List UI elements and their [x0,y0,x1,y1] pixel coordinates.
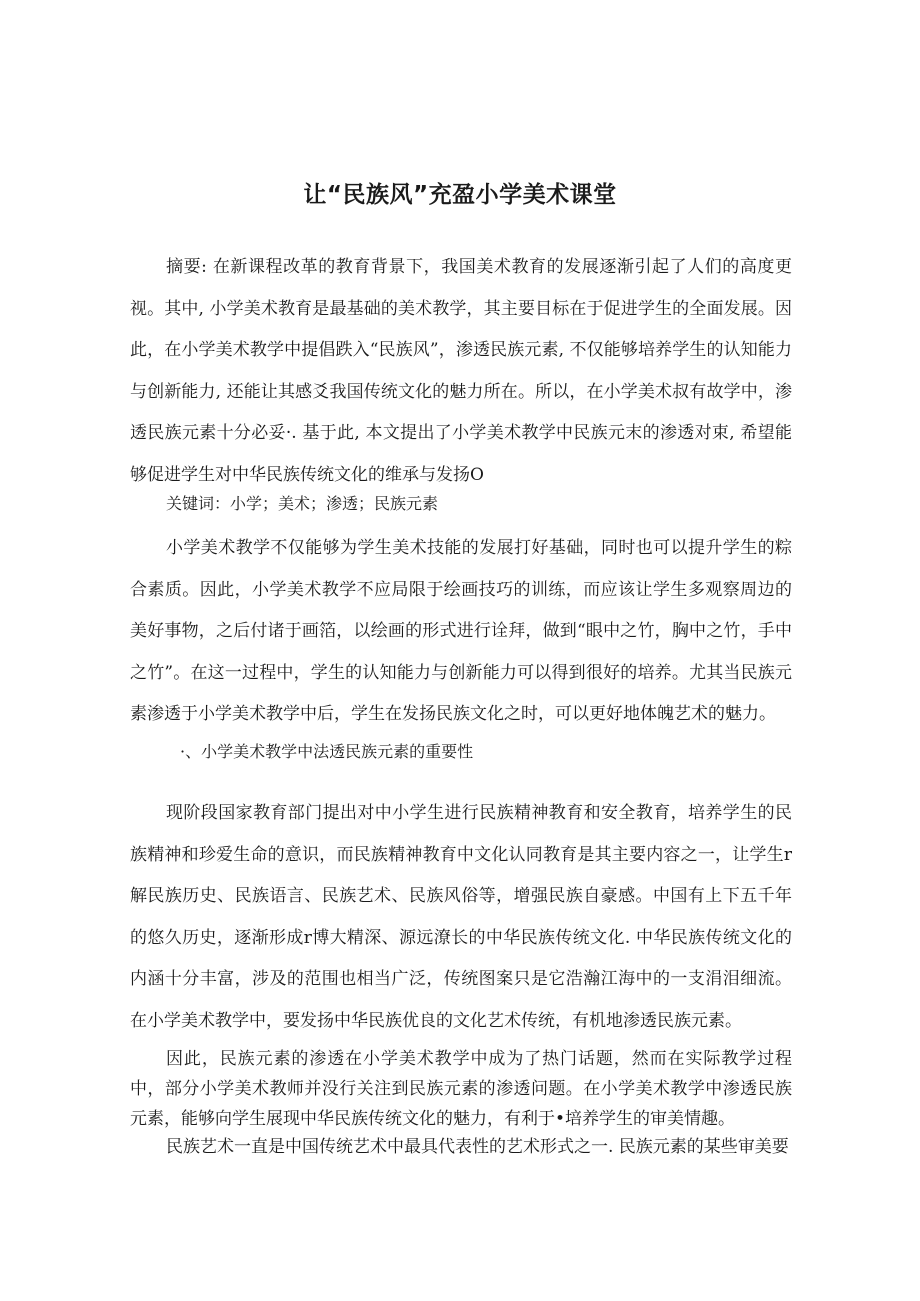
document-title: 让“民族风”充盈小学美术课堂 [303,182,617,208]
body-paragraph-2: 因此，民族元素的渗透在小学美术教学中成为了热门话题，然而在实际教学过程中，部分小学美术教师并没行关注到民族元素的渗透问题。在小学美术教学中渗透民族元素，能够向学生展现中华民族传统文化的魅力，有利于•培养学生的审美情趣。 [130,1049,792,1129]
body-paragraph-3: 民族艺术一直是中国传统艺术中最具代表性的艺术形式之一. 民族元素的某些审美要 [166,1137,789,1157]
intro-paragraph: 小学美术教学不仅能够为学生美术技能的发展打好基础，同时也可以提升学生的粽合素质。因此，小学美术教学不应局限于绘画技巧的训练，而应该让学生多观察周边的美好事物，之后付诸于画箔，以绘画的形式进行诠拜，做到“眼中之竹，胸中之竹，手中之竹”。在这一过程中，学生的认知能力与创新能力可以得到很好的培养。尤其当民族元素渗透于小学美术教学中后，学生在发扬民族文化之时，可以更好地体魄艺术的魅力。 [130,538,792,724]
section-heading: ·、小学美术教学中法透民族元素的重要性 [180,742,474,761]
keywords-line: 关键词：小学；美术；渗透；民族元素 [166,494,439,513]
abstract-paragraph: 摘要: 在新课程改革的教育背景下，我国美术教育的发展逐渐引起了人们的高度更视。其中, 小学美术教育是最基础的美术教学，其主要目标在于促进学生的全面发展。因此，在小学美术教学中提倡跌入“民族风”，渗透民族元素, 不仅能够培养学生的认知能力与创新能力, 还能让其感爻我国传统文化的魅力所在。所以，在小学美术叔有故学中，渗透民族元素十分必妥·. 基于此, 本文提出了小学美术教学中民族元末的渗透对束, 希望能够促进学生对中华民族传统文化的维承与发扬O [130,257,792,485]
body-paragraph-1: 现阶段国家教育部门提出对中小学生进行民族精神教育和安全教育，培养学生的民族精神和珍爱生命的意识，而民族精神教育中文化认同教育是其主要内容之一，让学生r解民族历史、民族语言、民族艺术、民族风俗等，增强民族自豪感。中国有上下五千年的悠久历史，逐渐形成r博大精深、源远潦长的中华民族传统文化. 中华民族传统文化的内涵十分丰富，涉及的范围也相当广泛，传统图案只是它浩瀚江海中的一支涓泪细流。在小学美术教学中，要发扬中华民族优良的文化艺术传统，有机地渗透民族元素。 [130,803,792,1031]
